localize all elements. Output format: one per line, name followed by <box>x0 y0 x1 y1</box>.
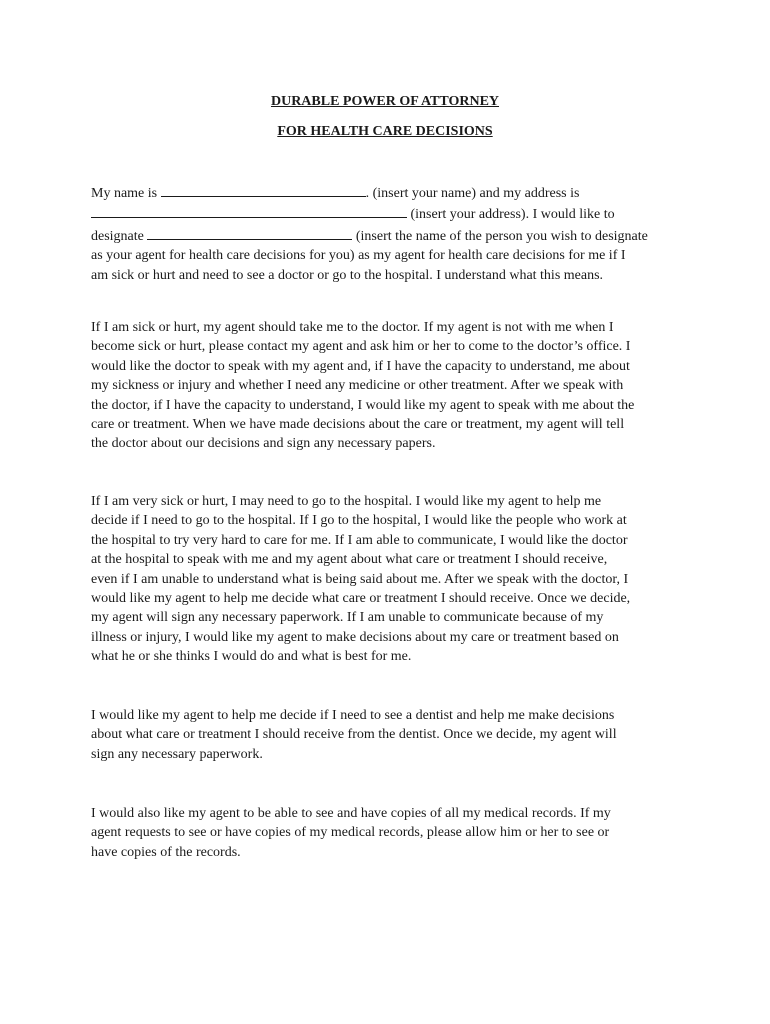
intro-line-3 <box>91 225 691 246</box>
paragraph-line: If I am sick or hurt, my agent should take me to the doctor. If my agent is not with me when I <box>91 320 614 335</box>
paragraph-line: would like my agent to help me decide what care or treatment I should receive. Once we decide, <box>91 591 631 607</box>
paragraph-line: sign any necessary paperwork. <box>91 746 263 762</box>
paragraph-line: agent requests to see or have copies of my medical records, please allow him or her to see or <box>91 825 610 841</box>
paragraph-line: I would like my agent to help me decide if I need to see a dentist and help me make decisions <box>91 708 615 723</box>
paragraph-line: the hospital to try very hard to care for me. If I am able to communicate, I would like the doctor <box>91 532 628 548</box>
paragraph-line: at the hospital to speak with me and my agent about what care or treatment I should receive, <box>91 552 608 568</box>
intro-paragraph <box>91 182 691 285</box>
intro-text: . (insert your name) and my address is <box>365 186 580 201</box>
intro-text: designate <box>91 228 148 244</box>
dentist-paragraph <box>91 706 691 764</box>
paragraph-line: decide if I need to go to the hospital. If I go to the hospital, I would like the people who work at <box>91 513 627 529</box>
document-title-line-1: DURABLE POWER OF ATTORNEY <box>270 94 500 109</box>
paragraph-line: my sickness or injury and whether I need any medicine or other treatment. After we speak with <box>91 378 624 394</box>
paragraph-line: the doctor, if I have the capacity to understand, I would like my agent to speak with me about the <box>91 397 635 413</box>
agent-name-blank-field[interactable] <box>147 225 352 240</box>
name-blank-field[interactable] <box>161 182 366 197</box>
hospital-paragraph <box>91 492 691 667</box>
paragraph-line: even if I am unable to understand what is being said about me. After we speak with the doctor, I <box>91 571 629 587</box>
paragraph-line: the doctor about our decisions and sign any necessary papers. <box>91 436 436 452</box>
paragraph-line: become sick or hurt, please contact my agent and ask him or her to come to the doctor’s office. I <box>91 339 631 355</box>
paragraph-line: I would also like my agent to be able to see and have copies of all my medical records. If my <box>91 806 611 821</box>
intro-text: (insert the name of the person you wish to designate <box>352 228 648 244</box>
intro-line-5: am sick or hurt and need to see a doctor or go to the hospital. I understand what this means. <box>91 267 604 283</box>
paragraph-line: would like the doctor to speak with my agent and, if I have the capacity to understand, me about <box>91 358 630 374</box>
paragraph-line: care or treatment. When we have made decisions about the care or treatment, my agent will tell <box>91 417 625 433</box>
paragraph-line: illness or injury, I would like my agent to make decisions about my care or treatment based on <box>91 629 619 645</box>
doctor-visit-paragraph <box>91 318 691 454</box>
document-title-line-2: FOR HEALTH CARE DECISIONS <box>277 124 493 139</box>
intro-text: My name is <box>91 186 161 201</box>
intro-text: (insert your address). I would like to <box>407 207 615 223</box>
address-blank-field[interactable] <box>91 203 407 218</box>
paragraph-line: about what care or treatment I should receive from the dentist. Once we decide, my agent will <box>91 727 617 743</box>
paragraph-line: have copies of the records. <box>91 844 241 860</box>
paragraph-line: If I am very sick or hurt, I may need to go to the hospital. I would like my agent to help me <box>91 494 602 509</box>
paragraph-line: my agent will sign any necessary paperwork. If I am unable to communicate because of my <box>91 610 604 626</box>
intro-line-2 <box>91 203 691 224</box>
intro-line-1 <box>91 182 691 203</box>
intro-line-4: as your agent for health care decisions for you) as my agent for health care decisions for me if I <box>91 248 626 264</box>
paragraph-line: what he or she thinks I would do and what is best for me. <box>91 649 412 665</box>
medical-records-paragraph <box>91 804 691 862</box>
